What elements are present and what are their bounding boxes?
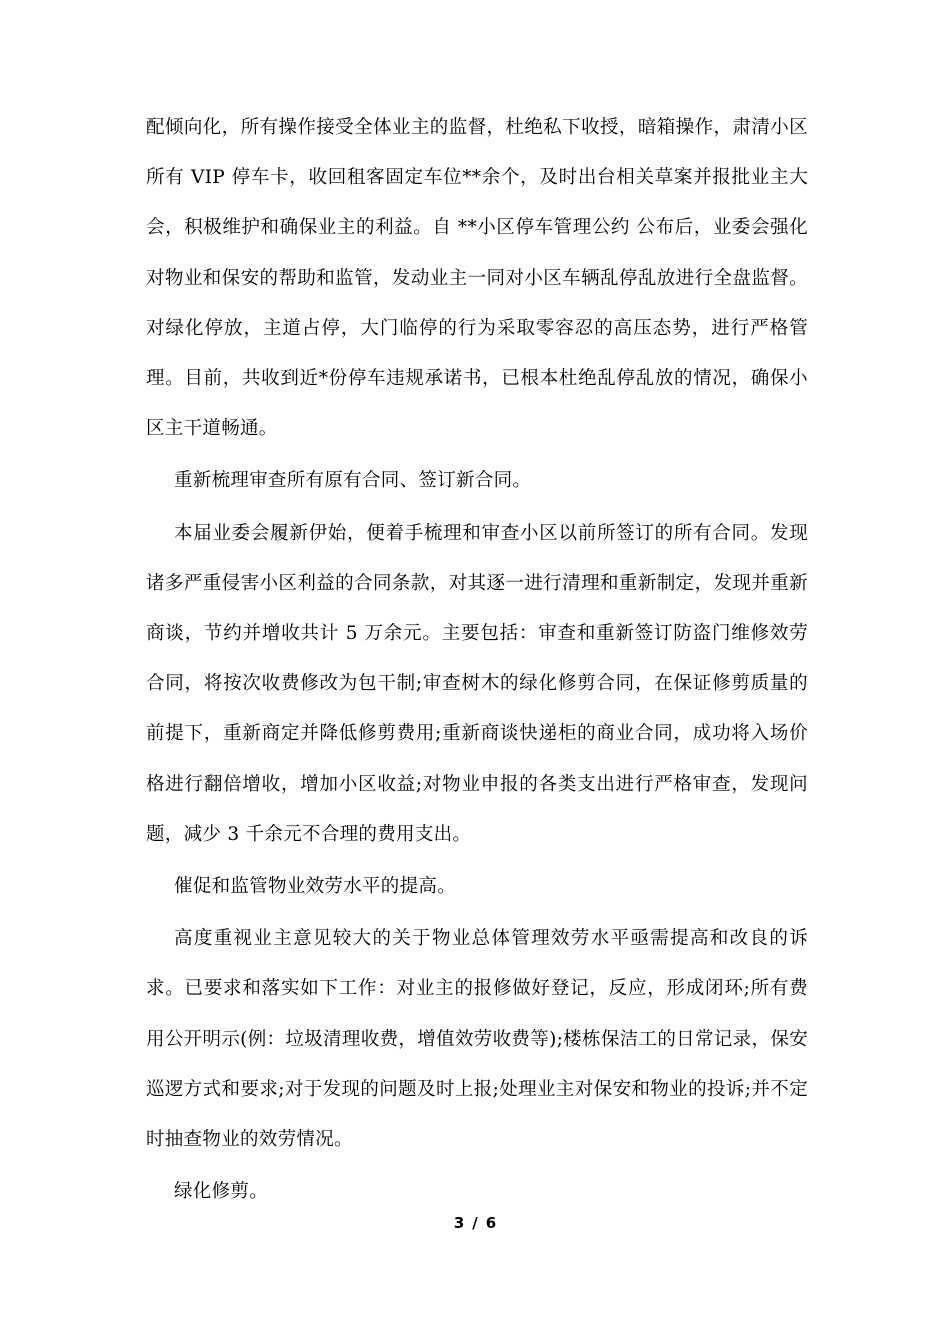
heading-contract-review: 重新梳理审查所有原有合同、签订新合同。 [174, 470, 532, 492]
current-page-number: 3 [453, 1214, 465, 1232]
heading-greening-trimming: 绿化修剪。 [174, 1181, 269, 1203]
page-separator: / [472, 1214, 478, 1232]
page-number [0, 1214, 950, 1232]
total-page-count: 6 [485, 1214, 497, 1232]
heading-service-supervision: 催促和监管物业效劳水平的提高。 [174, 876, 457, 898]
paragraph-parking-management: 配倾向化，所有操作接受全体业主的监督，杜绝私下收授，暗箱操作，肃清小区所有 VIP 停车卡，收回租客固定车位**余个，及时出台相关草案并报批业主大会，积极维护和确保业主的利益。自 **小区停车管理公约 公布后，业委会强化对物业和保安的帮助和监管，发动业主一同对小区车辆乱停乱放进行全盘监督。对绿化停放，主道占停，大门临停的行为采取零容忍的高压态势，进行严格管理。目前，共收到近*份停车违规承诺书，已根本杜绝乱停乱放的情况，确保小区主干道畅通。 [146, 117, 808, 440]
document-body [146, 103, 808, 1219]
paragraph-contract-review: 本届业委会履新伊始，便着手梳理和审查小区以前所签订的所有合同。发现诸多严重侵害小区利益的合同条款，对其逐一进行清理和重新制定，发现并重新商谈，节约并增收共计 5 万余元。主要包括：审查和重新签订防盗门维修效劳合同，将按次收费修改为包干制;审查树木的绿化修剪合同，在保证修剪质量的前提下，重新商定并降低修剪费用;重新商谈快递柜的商业合同，成功将入场价格进行翻倍增收，增加小区收益;对物业申报的各类支出进行严格审查，发现问题，减少 3 千余元不合理的费用支出。 [146, 522, 808, 845]
paragraph-service-supervision: 高度重视业主意见较大的关于物业总体管理效劳水平亟需提高和改良的诉求。已要求和落实如下工作：对业主的报修做好登记，反应，形成闭环;所有费用公开明示(例：垃圾清理收费，增值效劳收费等);楼栋保洁工的日常记录，保安巡逻方式和要求;对于发现的问题及时上报;处理业主对保安和物业的投诉;并不定时抽查物业的效劳情况。 [146, 928, 808, 1151]
